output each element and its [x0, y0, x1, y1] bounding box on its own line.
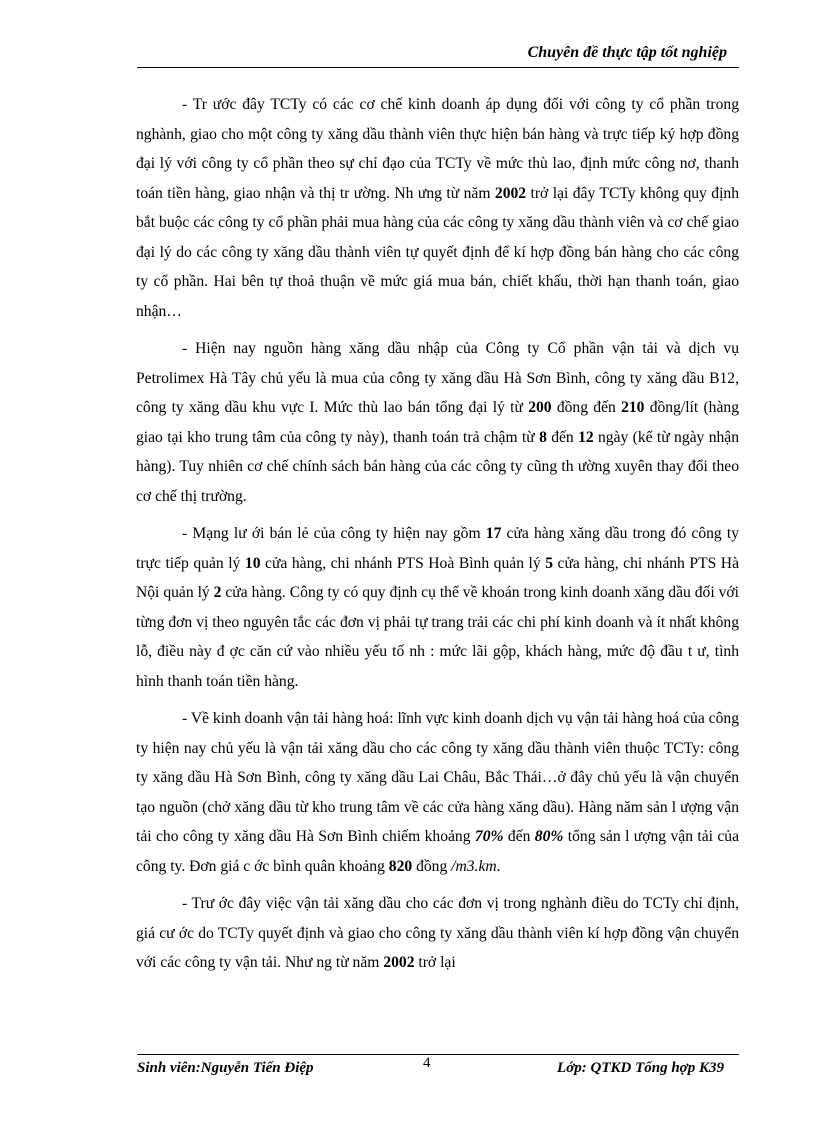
text-run: 210: [621, 399, 645, 416]
text-run: đến: [546, 428, 579, 446]
text-run: - Về kinh doanh vận tải hàng hoá: lĩnh vực kinh doanh dịch vụ vận tải hàng hoá của công ty hiện nay chủ yếu là vận tải xăng dầu cho các công ty xăng dầu thành viên thuộc TCTy: công ty xăng dầu Hà Sơn Bình, công ty xăng dầu Lai Châu, Bắc Thái…ở đây chủ yếu là vận chuyển tạo nguồn (chở xăng dầu từ kho trung tâm về các cửa hàng xăng dầu). Hàng năm sản l ượng vận tải cho công ty xăng dầu Hà Sơn Bình chiếm khoảng: [136, 710, 739, 845]
text-run: trở lại đây TCTy không quy định bắt buộc các công ty cổ phần phải mua hàng của các công ty xăng dầu thành viên và cơ chế giao đại lý do các công ty xăng dầu thành viên tự quyết định để kí hợp đồng bán hàng cho các công ty cổ phần. Hai bên tự thoả thuận về mức giá mua bán, chiết khấu, thời hạn thanh toán, giao nhận…: [136, 184, 739, 320]
text-run: 10: [244, 554, 261, 572]
text-run: - Trư ớc đây việc vận tải xăng dầu cho các đơn vị trong nghành điều do TCTy chỉ định, giá cư ớc do TCTy quyết định và giao cho công ty xăng dầu thành viên kí hợp đồng vận chuyển với các công ty vận tải. Như ng từ năm: [136, 895, 739, 971]
text-run: 2: [213, 584, 222, 601]
text-run: 2002: [383, 954, 415, 971]
text-run: tổng sản l ượng vận tải của công ty. Đơn giá c ớc bình quân khoảng: [136, 828, 739, 875]
text-run: đồng: [412, 857, 452, 875]
text-run: 80%: [534, 828, 564, 845]
text-run: 8: [539, 428, 547, 446]
text-run: trở lại: [414, 954, 456, 971]
body-paragraph: [136, 334, 739, 511]
text-run: .: [496, 857, 501, 875]
text-run: cửa hàng xăng dầu trong đó công ty trực tiếp quản lý: [136, 525, 739, 572]
text-run: /m3.km: [451, 857, 497, 875]
body-paragraph: [136, 519, 739, 696]
text-run: - Mạng lư ới bán lẻ của công ty hiện nay gồm: [182, 525, 486, 542]
text-run: cửa hàng. Công ty có quy định cụ thể về khoán trong kinh doanh xăng dầu đối với từng đơn vị theo nguyên tắc các đơn vị phải tự trang trải các chi phí kinh doanh và ít nhất không lỗ, điều này đ ợc căn cứ vào nhiều yếu tố nh : mức lãi gộp, khách hàng, mức độ đầu t ư, tình hình thanh toán tiền hàng.: [136, 584, 739, 690]
text-run: 70%: [474, 828, 504, 845]
document-body: [136, 90, 739, 986]
text-run: 17: [485, 525, 502, 542]
text-run: - Tr ước đây TCTy có các cơ chế kinh doanh áp dụng đối với công ty cổ phần trong nghành, giao cho một công ty xăng dầu thành viên thực hiện bán hàng và trực tiếp ký hợp đồng đại lý với công ty cổ phần theo sự chỉ đạo của TCTy về mức thù lao, định mức công nơ, thanh toán tiền hàng, giao nhận và thị tr ường. Nh ưng từ năm: [136, 96, 739, 202]
text-run: 200: [528, 399, 552, 416]
text-run: 2002: [494, 184, 527, 202]
footer-class-label: Lớp: QTKD Tổng hợp K39: [557, 1060, 724, 1076]
text-run: cửa hàng, chi nhánh PTS Hà Nội quản lý: [136, 554, 739, 601]
text-run: cửa hàng, chi nhánh PTS Hoà Bình quản lý: [260, 554, 546, 572]
text-run: 820: [388, 857, 413, 875]
body-paragraph: [136, 889, 739, 978]
page-number: 4: [423, 1055, 431, 1071]
text-run: - Hiện nay nguồn hàng xăng dầu nhập của Công ty Cổ phần vận tải và dịch vụ Petrolimex Hà Tây chủ yếu là mua của công ty xăng dầu Hà Sơn Bình, công ty xăng dầu B12, công ty xăng dầu khu vực I. Mức thù lao bán tổng đại lý từ: [136, 340, 739, 416]
header-title: Chuyên đề thực tập tốt nghiệp: [527, 44, 727, 61]
text-run: đồng đến: [551, 399, 622, 416]
footer-rule: [137, 1054, 739, 1055]
text-run: 12: [578, 428, 594, 446]
text-run: 5: [545, 554, 554, 572]
header-rule: [137, 67, 739, 68]
body-paragraph: [136, 90, 739, 326]
body-paragraph: [136, 704, 739, 881]
footer-student-name: Sinh viên:Nguyễn Tiến Điệp: [137, 1060, 314, 1076]
text-run: đến: [503, 828, 535, 845]
text-run: đồng/lít (hàng giao tại kho trung tâm của công ty này), thanh toán trả chậm từ: [136, 399, 739, 446]
text-run: ngày (kể từ ngày nhận hàng). Tuy nhiên cơ chế chính sách bán hàng của các công ty cũng th ường xuyên thay đổi theo cơ chế thị trường.: [136, 428, 740, 505]
